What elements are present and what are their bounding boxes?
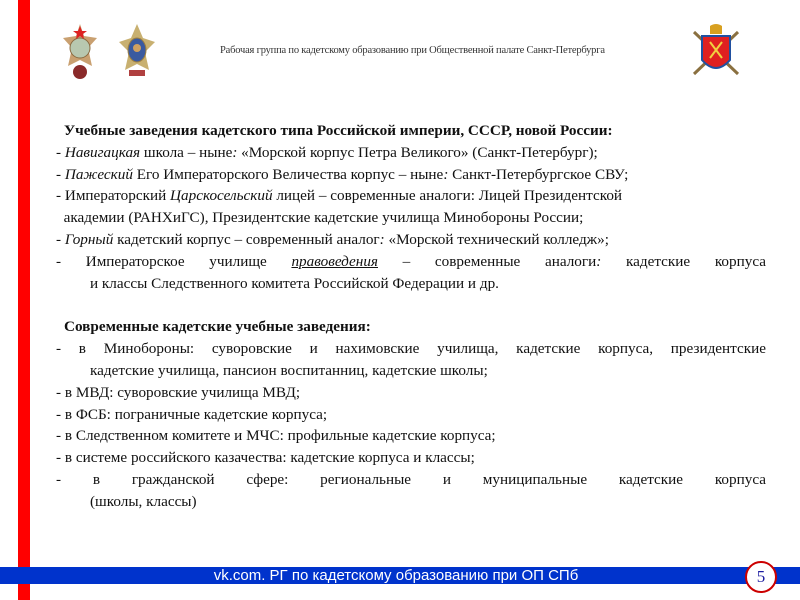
list-item-continuation: кадетские училища, пансион воспитанниц, кадетские школы; bbox=[90, 361, 488, 379]
italic-text: Навигацкая bbox=[64, 143, 141, 161]
list-item bbox=[56, 251, 766, 273]
section2-heading: Современные кадетские учебные заведения: bbox=[64, 318, 371, 336]
section1-list bbox=[56, 142, 766, 251]
footer-bar bbox=[0, 567, 800, 584]
footer-link[interactable]: vk.com. РГ по кадетскому образованию при ОП СПб bbox=[213, 567, 579, 584]
header-title: Рабочая группа по кадетскому образованию при Общественной палате Санкт-Петербурга bbox=[220, 45, 605, 56]
list-item: - в ФСБ: пограничные кадетские корпуса; bbox=[56, 405, 328, 423]
list-item: - в гражданской сфере: региональные и муниципальные кадетские корпуса bbox=[56, 470, 766, 488]
list-item: - в МВД: суворовские училища МВД; bbox=[56, 383, 301, 401]
section1-heading: Учебные заведения кадетского типа Российской империи, СССР, новой России: bbox=[64, 122, 613, 139]
italic-text: : bbox=[379, 230, 385, 248]
cadet-badge-icon bbox=[60, 22, 100, 80]
italic-text: : bbox=[232, 143, 238, 161]
list-item: - в Следственном комитете и МЧС: профильные кадетские корпуса; bbox=[56, 427, 496, 445]
text: лицей – современные аналоги: Лицей Президентской bbox=[272, 187, 623, 205]
list-item-continuation: (школы, классы) bbox=[90, 492, 197, 510]
spb-coat-of-arms-icon bbox=[688, 22, 744, 80]
list-item: - в Минобороны: суворовские и нахимовские училища, кадетские корпуса, президентские bbox=[56, 340, 766, 358]
text: – современные аналоги bbox=[377, 252, 597, 270]
italic-text: : bbox=[443, 165, 449, 183]
text: Санкт-Петербургское СВУ; bbox=[448, 165, 629, 183]
list-item bbox=[56, 142, 766, 164]
italic-text: Царскосельский bbox=[170, 187, 273, 205]
list-item bbox=[56, 207, 766, 229]
italic-text: Пажеский bbox=[64, 165, 133, 183]
slide-content bbox=[56, 120, 766, 513]
suvorov-badge-icon bbox=[117, 22, 157, 80]
italic-text: правоведения bbox=[291, 252, 378, 270]
text: «Морской технический колледж»; bbox=[384, 230, 609, 248]
italic-text: Горный bbox=[64, 230, 114, 248]
text: «Морской корпус Петра Великого» (Санкт-Петербург); bbox=[237, 143, 598, 161]
text: кадетский корпус – современный аналог bbox=[113, 230, 380, 248]
list-item bbox=[56, 229, 766, 251]
text: Его Императорского Величества корпус – ныне bbox=[132, 165, 444, 183]
text: - Императорское училище bbox=[56, 252, 292, 270]
text: кадетские корпуса bbox=[601, 252, 766, 270]
text: академии (РАНХиГС), Президентские кадетские училища Минобороны России; bbox=[56, 209, 584, 227]
page-number: 5 bbox=[745, 561, 777, 593]
list-item-continuation: и классы Следственного комитета Российской Федерации и др. bbox=[90, 274, 499, 292]
text: - bbox=[56, 143, 65, 161]
text: - bbox=[56, 165, 65, 183]
list-item bbox=[56, 185, 766, 207]
text: - bbox=[56, 230, 65, 248]
list-item bbox=[56, 164, 766, 186]
text: школа – ныне bbox=[140, 143, 233, 161]
italic-text: : bbox=[596, 252, 602, 270]
text: - Императорский bbox=[56, 187, 171, 205]
list-item: - в системе российского казачества: кадетские корпуса и классы; bbox=[56, 449, 475, 467]
red-accent-bar bbox=[18, 0, 30, 600]
